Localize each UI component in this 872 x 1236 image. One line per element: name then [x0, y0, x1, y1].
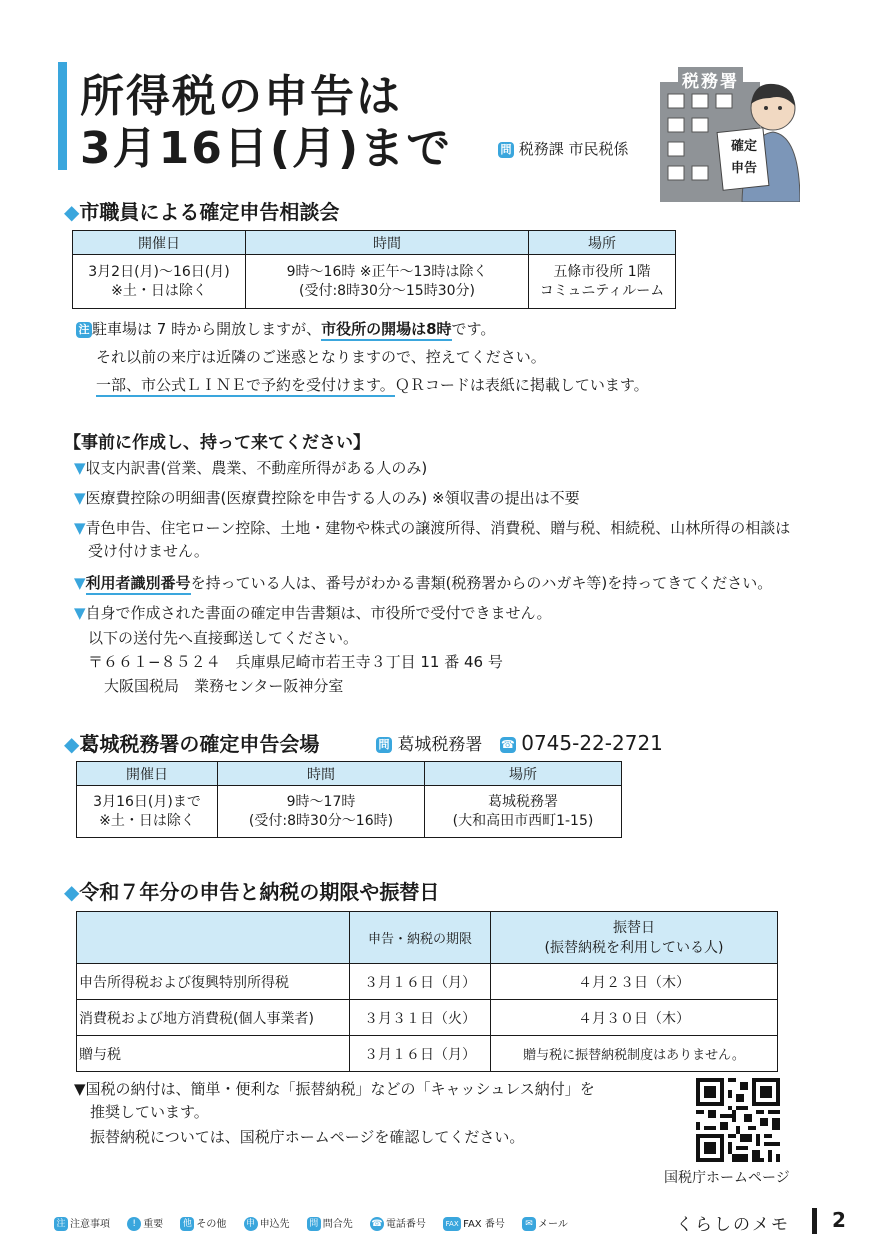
triangle-bullet-icon: ▼	[74, 519, 86, 537]
inquiry-icon: 問	[498, 142, 514, 158]
title-contact	[498, 138, 629, 159]
table-header: 申告・納税の期限	[350, 912, 491, 964]
table-cell: 申告所得税および復興特別所得税	[77, 964, 350, 1000]
table-cell: 贈与税に振替納税制度はありません。	[491, 1036, 778, 1072]
footer-section-name: くらしのメモ	[676, 1215, 790, 1235]
table-cell	[73, 255, 246, 309]
note3-emphasis: 一部、市公式ＬＩＮＥで予約を受付けます。	[96, 376, 395, 397]
section4-heading-text: 令和７年分の申告と納税の期限や振替日	[79, 880, 440, 904]
note1-emphasis: 市役所の開場は8時	[321, 320, 451, 341]
tax-office-illustration	[658, 64, 800, 202]
mail-address: 〒６６１−８５２４ 兵庫県尼崎市若王寺３丁目 11 番 46 号	[88, 653, 503, 671]
qr-caption: 国税庁ホームページ	[664, 1170, 790, 1186]
section2-heading: 【事前に作成し、持って来てください】	[64, 433, 370, 453]
note-line-1	[76, 318, 495, 339]
list-item	[74, 572, 772, 593]
table-cell	[246, 255, 529, 309]
table-cell: ４月２３日（木）	[491, 964, 778, 1000]
triangle-bullet-icon: ▼	[74, 604, 86, 622]
tax-return-paper	[726, 136, 762, 180]
mail-instruction: 以下の送付先へ直接郵送してください。	[88, 629, 359, 647]
list-item-text: 収支内訳書(営業、農業、不動産所得がある人のみ)	[85, 459, 428, 477]
cell-line: コミュニティルーム	[539, 282, 665, 299]
title-accent-bar	[58, 62, 67, 170]
list-item	[74, 602, 551, 623]
triangle-bullet-icon: ▼	[74, 459, 86, 477]
note1-tail: です。	[451, 320, 496, 338]
payment-note-1: ▼国税の納付は、簡単・便利な「振替納税」などの「キャッシュレス納付」を	[74, 1080, 595, 1098]
user-id-emphasis: 利用者識別番号	[86, 574, 191, 595]
cell-line: 3月16日(月)まで	[93, 793, 201, 810]
page-title-line2: 3月16日(月)まで	[80, 123, 453, 174]
cell-line: 3月2日(月)〜16日(月)	[88, 263, 230, 280]
header-line: 振替日	[613, 919, 655, 936]
inquiry-icon: 問	[376, 737, 392, 753]
legend-label: 注意事項	[70, 1219, 110, 1230]
caution-icon: 注	[54, 1217, 68, 1231]
payment-note-2: 推奨しています。	[90, 1103, 209, 1121]
list-item-text: 自身で作成された書面の確定申告書類は、市役所で受付できません。	[85, 604, 552, 622]
section4-heading	[64, 876, 439, 905]
header-line: (振替納税を利用している人)	[544, 939, 724, 956]
diamond-icon: ◆	[64, 732, 80, 756]
section3-heading	[64, 728, 319, 757]
legend-label: 電話番号	[385, 1219, 426, 1230]
list-item-text: 医療費控除の明細書(医療費控除を申告する人のみ) ※領収書の提出は不要	[85, 489, 580, 507]
phone-icon: ☎	[500, 738, 515, 751]
tax-office-sign: 税務署	[678, 67, 743, 92]
fax-icon: FAX	[443, 1217, 461, 1231]
diamond-icon: ◆	[64, 880, 80, 904]
footer-divider	[812, 1208, 817, 1234]
cell-line: ※土・日は除く	[99, 812, 195, 829]
tax-office-table	[76, 761, 622, 838]
list-item-continuation: 受け付けません。	[88, 542, 209, 560]
section3-contact-text: 葛城税務署	[397, 735, 483, 755]
page-title-line1: 所得税の申告は	[80, 71, 402, 122]
list-item	[74, 517, 790, 538]
cell-line: (受付:8時30分〜16時)	[248, 812, 394, 829]
table-cell	[529, 255, 676, 309]
footer-legend	[54, 1215, 568, 1231]
table-header: 時間	[218, 762, 425, 786]
table-header: 開催日	[77, 762, 218, 786]
list-item	[74, 487, 580, 508]
phone-number: 0745-22-2721	[521, 731, 663, 755]
legend-label: 申込先	[259, 1219, 290, 1230]
payment-note-3: 振替納税については、国税庁ホームページを確認してください。	[90, 1128, 525, 1146]
table-header: 時間	[246, 231, 529, 255]
note-line-2: それ以前の来庁は近隣のご迷惑となりますので、控えてください。	[96, 348, 546, 366]
table-cell	[425, 786, 622, 838]
list-item-text: を持っている人は、番号がわかる書類(税務署からのハガキ等)を持ってきてください。	[190, 574, 773, 592]
section3-contact	[376, 730, 663, 755]
table-cell	[77, 786, 218, 838]
title-contact-text: 税務課 市民税係	[518, 140, 629, 158]
legend-label: 問合先	[322, 1219, 353, 1230]
cell-line: 9時〜17時	[286, 793, 356, 810]
cell-line: (大和高田市西町1-15)	[452, 812, 594, 829]
consultation-table	[72, 230, 676, 309]
inquiry-icon: 問	[307, 1217, 321, 1231]
triangle-bullet-icon: ▼	[74, 489, 86, 507]
table-cell	[218, 786, 425, 838]
section1-heading	[64, 196, 339, 225]
table-cell: ４月３０日（木）	[491, 1000, 778, 1036]
list-item-text: 青色申告、住宅ローン控除、土地・建物や株式の譲渡所得、消費税、贈与税、相続税、山林所得の相談は	[85, 519, 791, 537]
table-header: 開催日	[73, 231, 246, 255]
legend-label: メール	[538, 1219, 568, 1230]
note-line-3	[96, 374, 649, 395]
tax-return-paper-line1: 確定	[730, 139, 757, 154]
table-header	[491, 912, 778, 964]
diamond-icon: ◆	[64, 200, 80, 224]
legend-label: FAX 番号	[463, 1219, 505, 1230]
mail-recipient: 大阪国税局 業務センター阪神分室	[104, 677, 344, 695]
table-cell: 贈与税	[77, 1036, 350, 1072]
table-cell: ３月３１日（火）	[350, 1000, 491, 1036]
page-number: 2	[832, 1208, 846, 1232]
table-cell: 消費税および地方消費税(個人事業者)	[77, 1000, 350, 1036]
triangle-bullet-icon: ▼	[74, 574, 86, 592]
other-icon: 他	[180, 1217, 194, 1231]
cell-line: ※土・日は除く	[111, 282, 207, 299]
caution-icon: 注	[76, 322, 92, 338]
table-cell: ３月１６日（月）	[350, 964, 491, 1000]
table-cell: ３月１６日（月）	[350, 1036, 491, 1072]
qr-code[interactable]	[696, 1078, 780, 1162]
table-header: 場所	[529, 231, 676, 255]
application-icon: 申	[244, 1217, 258, 1231]
cell-line: 五條市役所 1階	[553, 263, 651, 280]
section1-heading-text: 市職員による確定申告相談会	[79, 200, 340, 224]
qr-code-icon	[696, 1078, 780, 1162]
legend-label: その他	[196, 1219, 227, 1230]
list-item	[74, 457, 427, 478]
tax-return-paper-line2: 申告	[730, 161, 757, 176]
section3-heading-text: 葛城税務署の確定申告会場	[79, 732, 320, 756]
note1-text: 駐車場は 7 時から開放しますが、	[92, 320, 322, 338]
cell-line: 葛城税務署	[488, 793, 558, 810]
important-icon: !	[127, 1217, 141, 1231]
note3-text: ＱＲコードは表紙に掲載しています。	[394, 376, 649, 394]
deadline-table	[76, 911, 778, 1072]
table-header: 場所	[425, 762, 622, 786]
phone-icon: ☎	[371, 1219, 383, 1229]
table-header-empty	[77, 912, 350, 964]
cell-line: (受付:8時30分〜15時30分)	[299, 282, 475, 299]
cell-line: 9時〜16時 ※正午〜13時は除く	[286, 263, 488, 280]
mail-icon: ✉	[522, 1217, 536, 1231]
legend-label: 重要	[143, 1219, 164, 1230]
